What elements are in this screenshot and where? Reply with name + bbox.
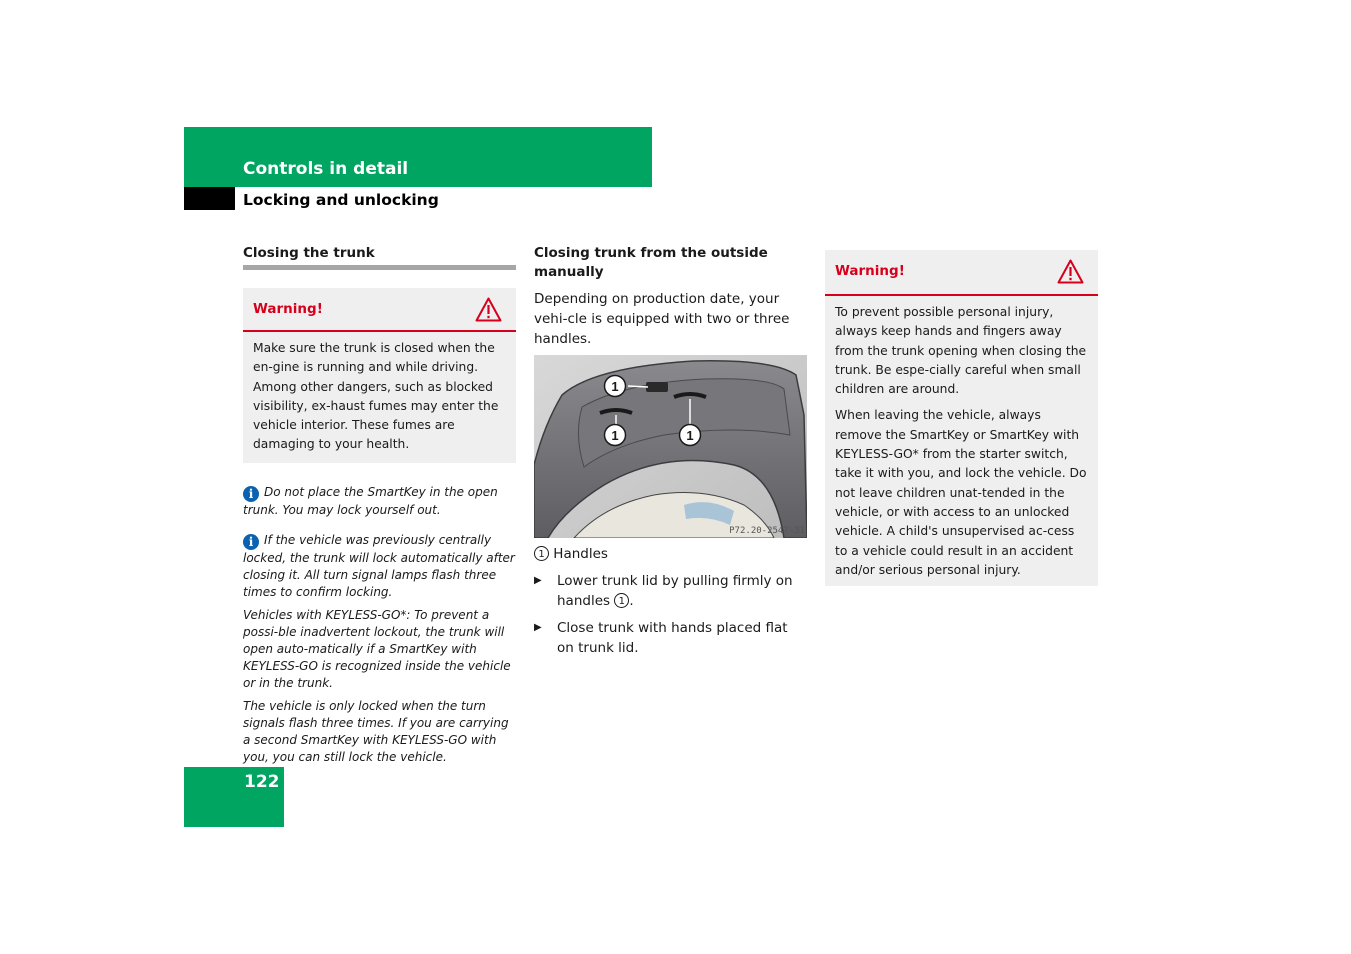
warning-box-left — [243, 288, 516, 463]
subsection-marker — [184, 187, 235, 210]
step-reference-number: 1 — [614, 593, 629, 608]
figure-legend — [534, 544, 807, 564]
warning-triangle-icon — [475, 297, 502, 322]
info-icon: i — [243, 534, 259, 550]
middle-column — [534, 244, 807, 658]
warning-text — [243, 332, 516, 463]
legend-label: Handles — [553, 546, 608, 562]
warning-box-right — [825, 250, 1098, 586]
locking-note — [243, 698, 516, 766]
warning-triangle-icon — [1057, 259, 1084, 284]
intro-paragraph: Depending on production date, your vehi-cle is equipped with two or three handles. — [534, 291, 790, 347]
bullet-arrow-icon: ▶ — [534, 575, 542, 586]
warning-label: Warning! — [835, 263, 905, 279]
warning-paragraph: When leaving the vehicle, always remove the SmartKey or SmartKey with KEYLESS-GO* from the starter switch, take it with you, and lock the vehicle. Do not leave children unat-tended in the vehicle, or with access to an unlocked vehicle. A child's unsupervised ac-cess to a vehicle could result in an accident and/or serious personal injury. — [835, 408, 1087, 577]
info-note-text: Do not place the SmartKey in the open trunk. You may lock yourself out. — [243, 484, 498, 517]
callout-1 — [605, 376, 626, 397]
callout-1-label: 1 — [611, 428, 619, 443]
subsection-title: Locking and unlocking — [243, 191, 439, 209]
instruction-step — [534, 618, 807, 658]
warning-label: Warning! — [253, 301, 323, 317]
trunk-lid-drawing — [534, 355, 807, 538]
note-paragraph: The vehicle is only locked when the turn signals flash three times. If you are carrying a second SmartKey with KEYLESS-GO with you, you can still lock the vehicle. — [243, 698, 509, 764]
warning-paragraph: Make sure the trunk is closed when the en-gine is running and while driving. Among other dangers, such as blocked visibility, ex-haust fumes may enter the vehicle interior. These fumes are damaging to your health. — [253, 341, 499, 452]
step-text: Close trunk with hands placed flat on trunk lid. — [557, 620, 788, 656]
callout-1-label: 1 — [611, 379, 619, 394]
left-heading: Closing the trunk — [243, 245, 375, 261]
callout-1 — [605, 425, 626, 446]
warning-header — [243, 288, 516, 332]
page-number: 122 — [244, 772, 280, 792]
figure-code: P72.20-2547-31 — [729, 526, 805, 536]
bullet-arrow-icon: ▶ — [534, 622, 542, 633]
info-note-text: If the vehicle was previously centrally locked, the trunk will lock automatically after closing it. All turn signal lamps flash three times to confirm locking. — [243, 532, 515, 599]
note-paragraph: Vehicles with KEYLESS-GO*: To prevent a possi-ble inadvertent lockout, the trunk will open auto-matically if a SmartKey with KEYLESS-GO is recognized inside the vehicle or in the trunk. — [243, 607, 511, 690]
info-note — [243, 532, 516, 601]
step-text: Lower trunk lid by pulling firmly on handles — [557, 573, 793, 609]
section-title: Controls in detail — [243, 159, 409, 179]
callout-1-label: 1 — [686, 428, 694, 443]
trunk-lid-illustration — [534, 355, 807, 538]
info-icon: i — [243, 486, 259, 502]
left-column — [243, 244, 516, 766]
warning-header — [825, 250, 1098, 296]
warning-text — [825, 296, 1098, 586]
intro-text — [534, 289, 807, 349]
info-note — [243, 484, 516, 519]
heading-rule — [243, 265, 516, 270]
instruction-step — [534, 571, 807, 611]
keyless-go-note — [243, 607, 516, 692]
legend-number: 1 — [534, 546, 549, 561]
callout-1 — [680, 425, 701, 446]
warning-paragraph: To prevent possible personal injury, always keep hands and fingers away from the trunk opening when closing the trunk. Be espe-cially careful when small children are around. — [835, 305, 1087, 397]
right-column — [825, 250, 1098, 586]
step-punctuation: . — [629, 593, 634, 609]
middle-heading: Closing trunk from the outside manually — [534, 245, 768, 280]
